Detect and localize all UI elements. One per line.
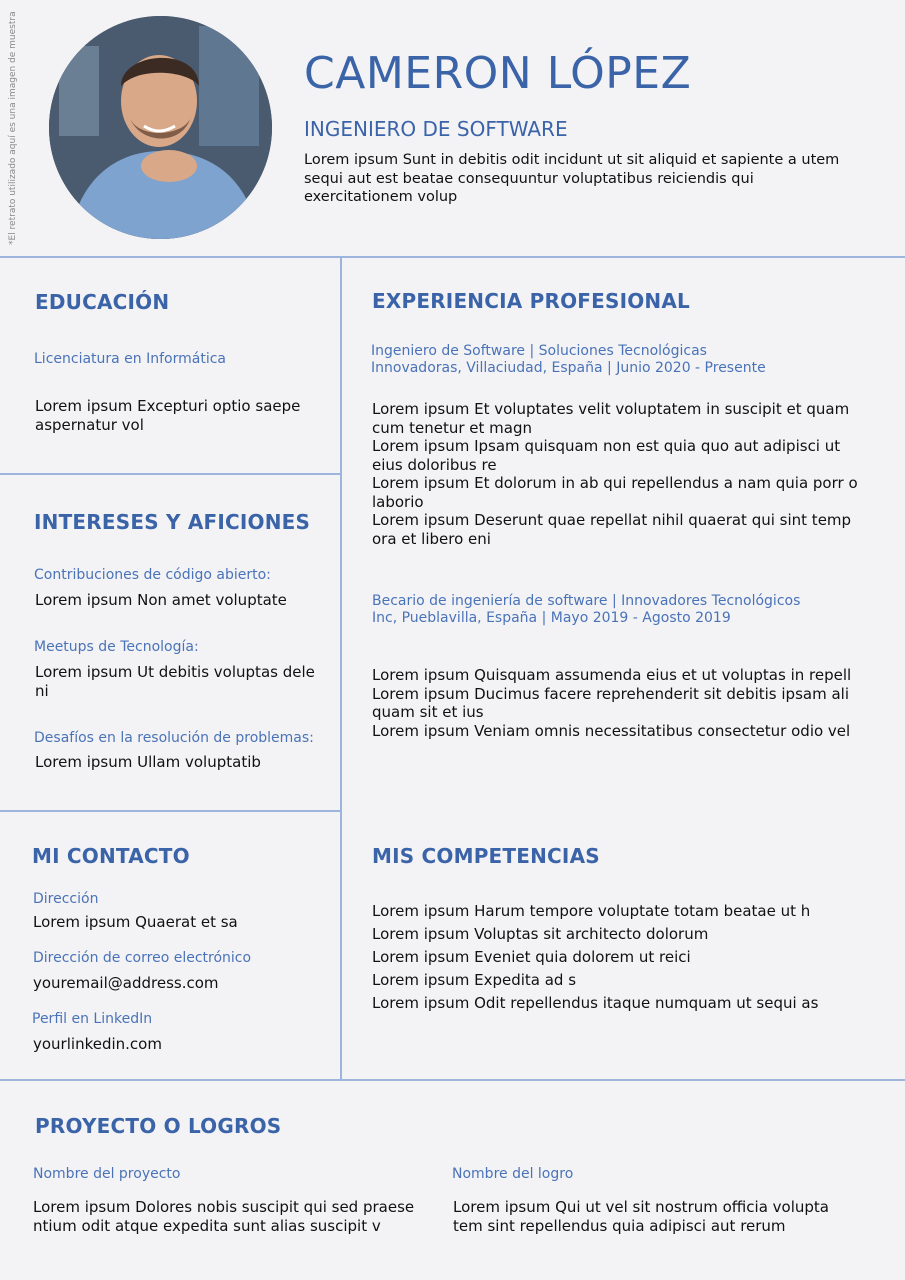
skill-item: Lorem ipsum Eveniet quia dolorem ut reici [372, 948, 691, 966]
skills-heading: MIS COMPETENCIAS [372, 844, 600, 868]
experience-heading: EXPERIENCIA PROFESIONAL [372, 289, 690, 313]
email-value[interactable]: youremail@address.com [33, 974, 219, 992]
linkedin-value[interactable]: yourlinkedin.com [33, 1035, 162, 1053]
interest-text-1: Lorem ipsum Non amet voluptate [35, 591, 287, 609]
job-1-bullet-2: Lorem ipsum Ipsam quisquam non est quia quo aut adipisci ut eius doloribus re [372, 437, 841, 474]
divider-vertical [340, 256, 342, 1080]
portrait-disclaimer: *El retrato utilizado aquí es una imagen de muestra [8, 11, 18, 245]
divider-left-1 [0, 473, 340, 475]
skill-item: Lorem ipsum Harum tempore voluptate totam beatae ut h [372, 902, 811, 920]
interest-label-1: Contribuciones de código abierto: [34, 567, 271, 583]
linkedin-label: Perfil en LinkedIn [32, 1011, 153, 1027]
job-2-bullet-1: Lorem ipsum Quisquam assumenda eius et ut voluptas in repell [372, 666, 852, 684]
address-value: Lorem ipsum Quaerat et sa [33, 913, 238, 931]
job-2-bullets [372, 666, 862, 740]
interests-heading: INTERESES Y AFICIONES [34, 510, 311, 534]
job-1-bullet-3: Lorem ipsum Et dolorum in ab qui repellendus a nam quia porr o laborio [372, 474, 858, 511]
skill-item: Lorem ipsum Odit repellendus itaque numquam ut sequi as [372, 994, 819, 1012]
skill-item: Lorem ipsum Expedita ad s [372, 971, 577, 989]
education-heading: EDUCACIÓN [35, 290, 170, 314]
divider-left-2 [0, 810, 340, 812]
person-name: CAMERON LÓPEZ [304, 48, 692, 99]
interest-text-2: Lorem ipsum Ut debitis voluptas dele ni [35, 663, 315, 700]
achievement-label: Nombre del logro [452, 1166, 574, 1182]
education-degree: Licenciatura en Informática [34, 351, 227, 367]
job-1-bullets [372, 400, 862, 548]
skill-item: Lorem ipsum Voluptas sit architecto dolorum [372, 925, 709, 943]
job-1-bullet-1: Lorem ipsum Et voluptates velit voluptatem in suscipit et quam cum tenetur et magn [372, 400, 850, 437]
divider-top [0, 256, 905, 258]
job-title-1: Ingeniero de Software | Soluciones Tecnológicas Innovadoras, Villaciudad, España | Junio 2020 - Presente [371, 343, 766, 376]
project-label: Nombre del proyecto [33, 1166, 181, 1182]
email-label: Dirección de correo electrónico [33, 950, 252, 966]
contact-heading: MI CONTACTO [32, 844, 190, 868]
divider-bottom [0, 1079, 905, 1081]
achievement-text: Lorem ipsum Qui ut vel sit nostrum officia volupta tem sint repellendus quia adipisci aut rerum [453, 1198, 829, 1235]
job-title: INGENIERO DE SOFTWARE [304, 117, 568, 141]
projects-heading: PROYECTO O LOGROS [35, 1114, 282, 1138]
interest-text-3: Lorem ipsum Ullam voluptatib [35, 753, 261, 771]
portrait-illustration [49, 16, 272, 239]
summary-text: Lorem ipsum Sunt in debitis odit incidunt ut sit aliquid et sapiente a utem sequi aut est beatae consequuntur voluptatibus reiciendis qui exercitationem volup [304, 152, 840, 205]
job-title-2: Becario de ingeniería de software | Innovadores Tecnológicos Inc, Pueblavilla, España | Mayo 2019 - Agosto 2019 [372, 593, 801, 626]
job-2-bullet-2: Lorem ipsum Ducimus facere reprehenderit sit debitis ipsam ali quam sit et ius [372, 684, 849, 721]
address-label: Dirección [33, 891, 99, 907]
job-2-bullet-3: Lorem ipsum Veniam omnis necessitatibus consectetur odio vel [372, 721, 851, 740]
job-1-bullet-4: Lorem ipsum Deserunt quae repellat nihil quaerat qui sint temp ora et libero eni [372, 511, 852, 548]
interest-label-2: Meetups de Tecnología: [34, 639, 199, 655]
project-text: Lorem ipsum Dolores nobis suscipit qui sed praese ntium odit atque expedita sunt alias suscipit v [33, 1198, 415, 1235]
interest-label-3: Desafíos en la resolución de problemas: [34, 730, 314, 746]
skills-list [372, 902, 872, 1017]
profile-photo [49, 16, 272, 239]
education-description: Lorem ipsum Excepturi optio saepe aspernatur vol [35, 397, 301, 434]
